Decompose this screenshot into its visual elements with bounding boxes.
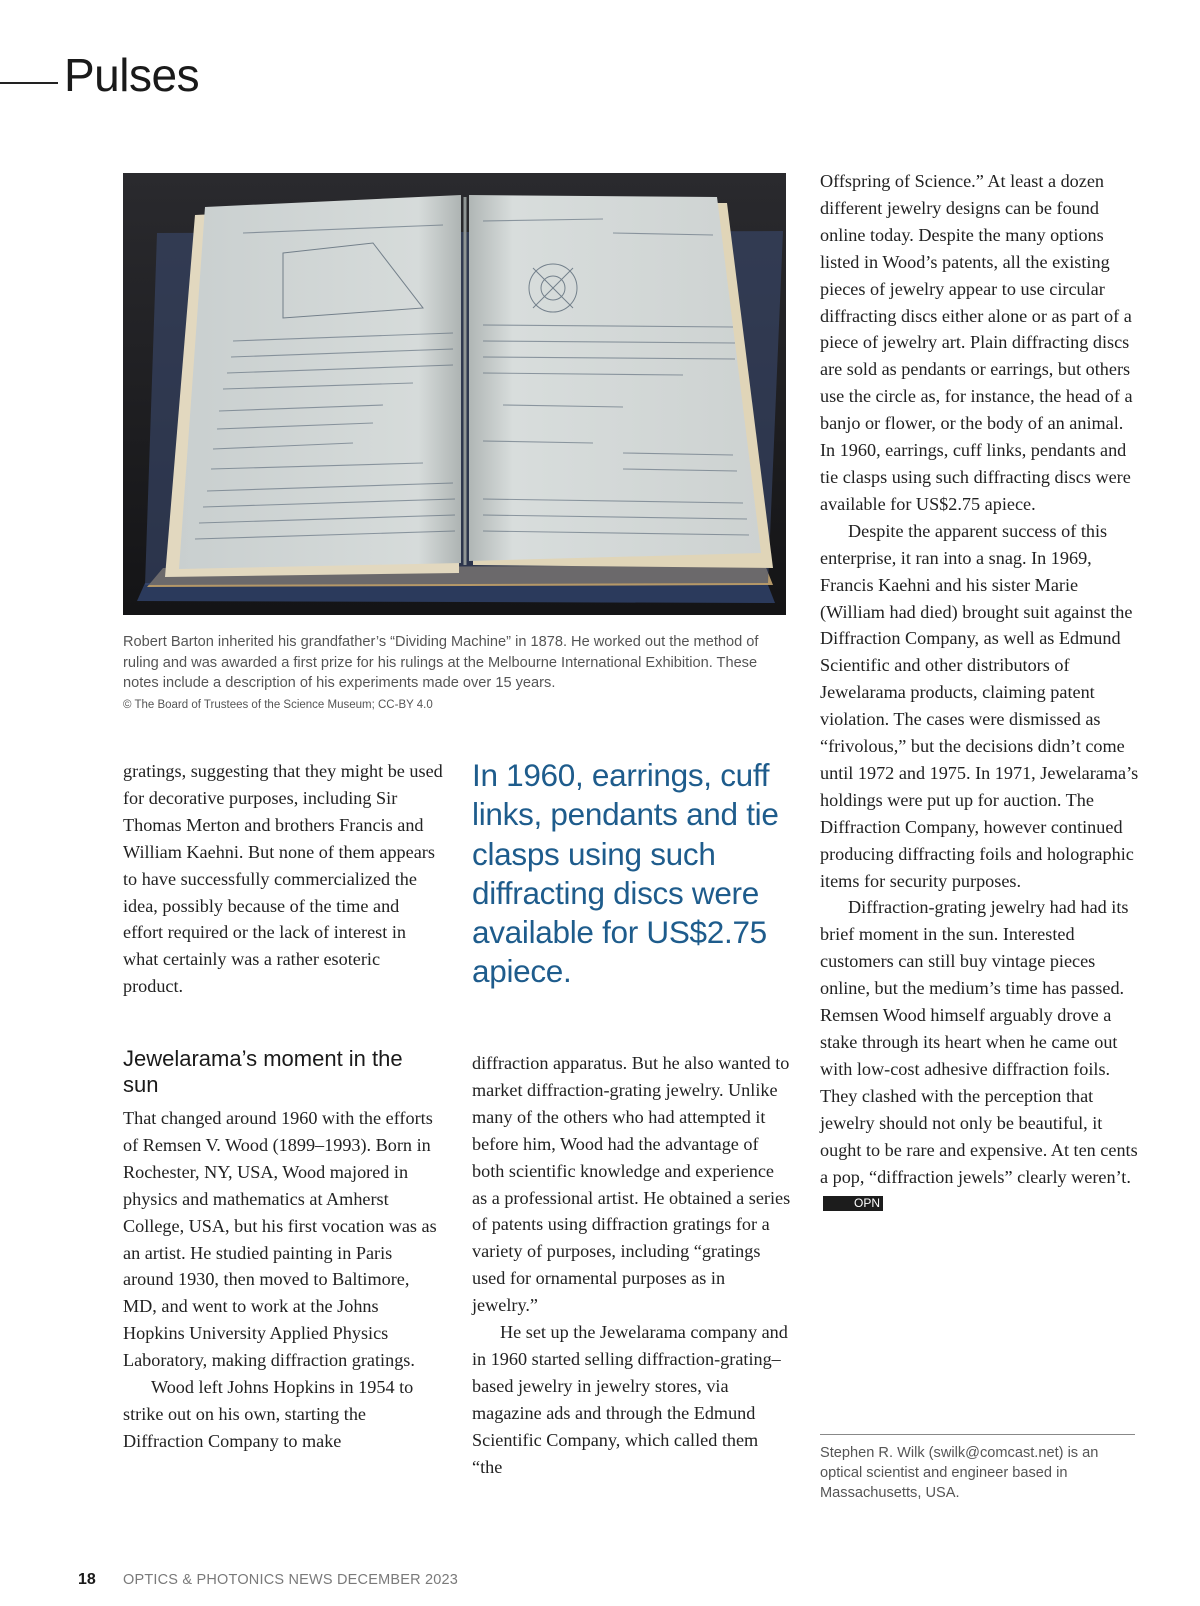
section-rule (0, 82, 58, 84)
article-paragraph: gratings, suggesting that they might be used for decorative purposes, including Sir Thomas Merton and brothers Francis and William Kaehni. But none of them appears to have successfully commercialized the idea, possibly because of the time and effort required or the lack of interest in what certainly was a rather esoteric product. (123, 761, 443, 997)
pull-quote: In 1960, earrings, cuff links, pendants and tie clasps using such diffracting discs were available for US$2.75 apiece. (472, 757, 779, 990)
article-column-1-intro (123, 758, 443, 1000)
article-paragraph: Offspring of Science.” At least a dozen different jewelry designs can be found online today. Despite the many options listed in Wood’s patents, all the existing pieces of jewelry appear to use circular diffracting discs either alone or as part of a piece of jewelry art. Plain diffracting discs are sold as pendants or earrings, but others use the circle as, for instance, the head of a banjo or flower, or the body of an animal. In 1960, earrings, cuff links, pendants and tie clasps using such diffracting discs were available for US$2.75 apiece. (820, 171, 1133, 514)
notebook-photo (123, 173, 786, 615)
article-column-2 (472, 1050, 792, 1481)
article-paragraph: Wood left Johns Hopkins in 1954 to strike out on his own, starting the Diffraction Company to make (123, 1377, 414, 1451)
photo-credit: © The Board of Trustees of the Science Museum; CC-BY 4.0 (123, 699, 433, 711)
opn-end-mark: OPN (823, 1196, 883, 1211)
section-title: Pulses (64, 49, 200, 101)
article-paragraph-text: Diffraction-grating jewelry had had its brief moment in the sun. Interested customers can still buy vintage pieces online, but the medium’s time has passed. Remsen Wood himself arguably drove a stake through its heart when he came out with low-cost adhesive diffraction foils. They clashed with the perception that jewelry should not only be beautiful, it ought to be rare and expensive. At ten cents a pop, “diffraction jewels” clearly weren’t. (820, 897, 1138, 1187)
article-column-3 (820, 168, 1140, 1217)
author-bio: Stephen R. Wilk (swilk@comcast.net) is an optical scientist and engineer based in Massachusetts, USA. (820, 1445, 1099, 1502)
article-subhead: Jewelarama’s moment in the sun (123, 1046, 403, 1097)
article-paragraph: Despite the apparent success of this enterprise, it ran into a snag. In 1969, Francis Kaehni and his sister Marie (William had died) brought suit against the Diffraction Company, as well as Edmund Scientific and other distributors of Jewelarama products, claiming patent violation. The cases were dismissed as “frivolous,” but the decisions didn’t come until 1972 and 1975. In 1971, Jewelarama’s holdings were put up for auction. The Diffraction Company, however continued producing diffracting foils and holographic items for security purposes. (820, 520, 1139, 891)
article-column-1 (123, 1105, 443, 1455)
article-paragraph: That changed around 1960 with the efforts of Remsen V. Wood (1899–1993). Born in Rochester, NY, USA, Wood majored in physics and mathematics at Amherst College, USA, but his first vocation was as an artist. He studied painting in Paris around 1930, then moved to Baltimore, MD, and went to work at the Johns Hopkins University Applied Physics Laboratory, making diffraction gratings. (123, 1108, 437, 1371)
page-number: 18 (78, 1571, 96, 1588)
photo-caption: Robert Barton inherited his grandfather’s “Dividing Machine” in 1878. He worked out the method of ruling and was awarded a first prize for his rulings at the Melbourne International Exhibition. These notes include a description of his experiments made over 15 years. (123, 634, 759, 691)
bio-divider (820, 1434, 1135, 1435)
article-paragraph-final (820, 894, 1140, 1217)
article-paragraph: diffraction apparatus. But he also wanted to market diffraction-grating jewelry. Unlike many of the others who had attempted it before him, Wood had the advantage of both scientific knowledge and experience as a professional artist. He obtained a series of patents using diffraction gratings for a variety of purposes, including “gratings used for ornamental purposes as in jewelry.” (472, 1053, 791, 1316)
publication-footer: OPTICS & PHOTONICS NEWS DECEMBER 2023 (123, 1572, 459, 1588)
article-paragraph: He set up the Jewelarama company and in 1960 started selling diffraction-grating–based jewelry in jewelry stores, via magazine ads and through the Edmund Scientific Company, which called them “the (472, 1322, 788, 1477)
